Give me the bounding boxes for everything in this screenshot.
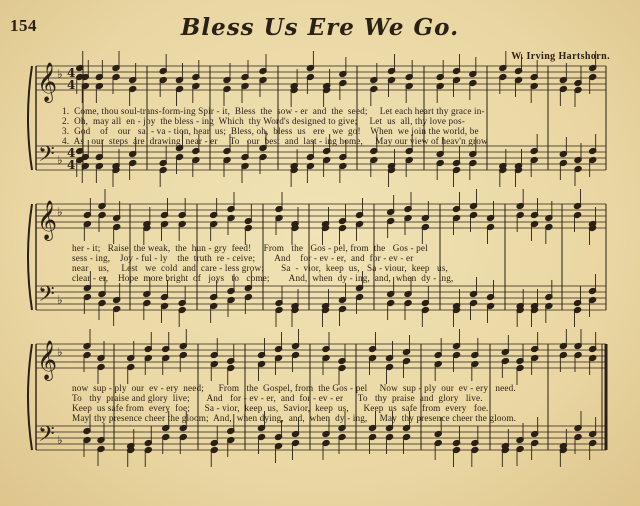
composer-credit: W. Irving Hartshorn. (511, 51, 610, 62)
lyric-line-s1-v2: 2. Oh, may all en - joy the bless - ing Which thy Word's designed to give; Let us all, thy love pos- (62, 116, 465, 126)
lyric-line-s3-v4: May thy presence cheer the gloom; And, when dying, and, when dy - ing, May thy presence cheer the gloom. (72, 413, 517, 423)
lyric-line-s3-v1: now sup - ply our ev - ery need; From the Gospel, from the Gos - pel Now sup - ply our ev - ery need. (72, 383, 516, 393)
treble-clef: 𝄞 (37, 200, 58, 240)
lyric-line-s1-v1: 1. Come, thou soul-trans-form-ing Spir - it, Bless the sow - er and the seed; Let each heart thy grace in- (62, 106, 485, 116)
time-signature-digit: 4 (67, 146, 76, 160)
bass-clef: 𝄢 (38, 422, 55, 452)
flat-sign: ♭ (57, 345, 63, 359)
lyric-line-s2-v1: her - it; Raise the weak, the hun - gry feed! From the Gos - pel, from the Gos - pel (72, 243, 428, 253)
time-signature-digit: 4 (67, 66, 76, 80)
flat-sign: ♭ (57, 433, 63, 447)
lyric-line-s2-v3: near us, Lest we cold and care - less grow; Sa - vior, keep us, Sa - viour, keep us, (72, 263, 448, 273)
system-brace (28, 344, 32, 450)
time-signature-digit: 4 (67, 158, 76, 172)
lyric-line-s2-v4: clear - er, Hope more bright of joys to come; And, when dy - ing, and, when dy - ing, (72, 273, 454, 283)
flat-sign: ♭ (57, 205, 63, 219)
flat-sign: ♭ (57, 293, 63, 307)
flat-sign: ♭ (57, 67, 63, 81)
system-brace (28, 204, 32, 310)
hymn-title: Bless Us Ere We Go. (180, 14, 460, 41)
bass-clef: 𝄢 (38, 142, 55, 172)
flat-sign: ♭ (57, 153, 63, 167)
lyric-line-s2-v2: sess - ing, Joy - ful - ly the truth re - ceive; And for - ev - er, and for - ev - er (72, 253, 414, 263)
bass-clef: 𝄢 (38, 282, 55, 312)
time-signature-digit: 4 (67, 78, 76, 92)
lyric-line-s1-v3: 3. God of our sal - va - tion, hear us; Bless, oh, bless us ere we go! When we join the world, be (62, 126, 479, 136)
page-number: 154 (10, 16, 37, 35)
lyric-line-s3-v3: Keep us safe from every foe; Sa - vior, keep us, Savior, keep us, Keep us safe from every foe. (72, 403, 489, 413)
system-brace (28, 66, 32, 170)
lyric-line-s3-v2: To thy praise and glory live; And for - ev - er, and for - ev - er To thy praise and glory live. (72, 393, 483, 403)
treble-clef: 𝄞 (37, 62, 58, 102)
lyric-line-s1-v4: 4. As our steps are drawing near - er To our best and last - ing home, May our view of heav'n grow (62, 136, 488, 146)
treble-clef: 𝄞 (37, 340, 58, 380)
